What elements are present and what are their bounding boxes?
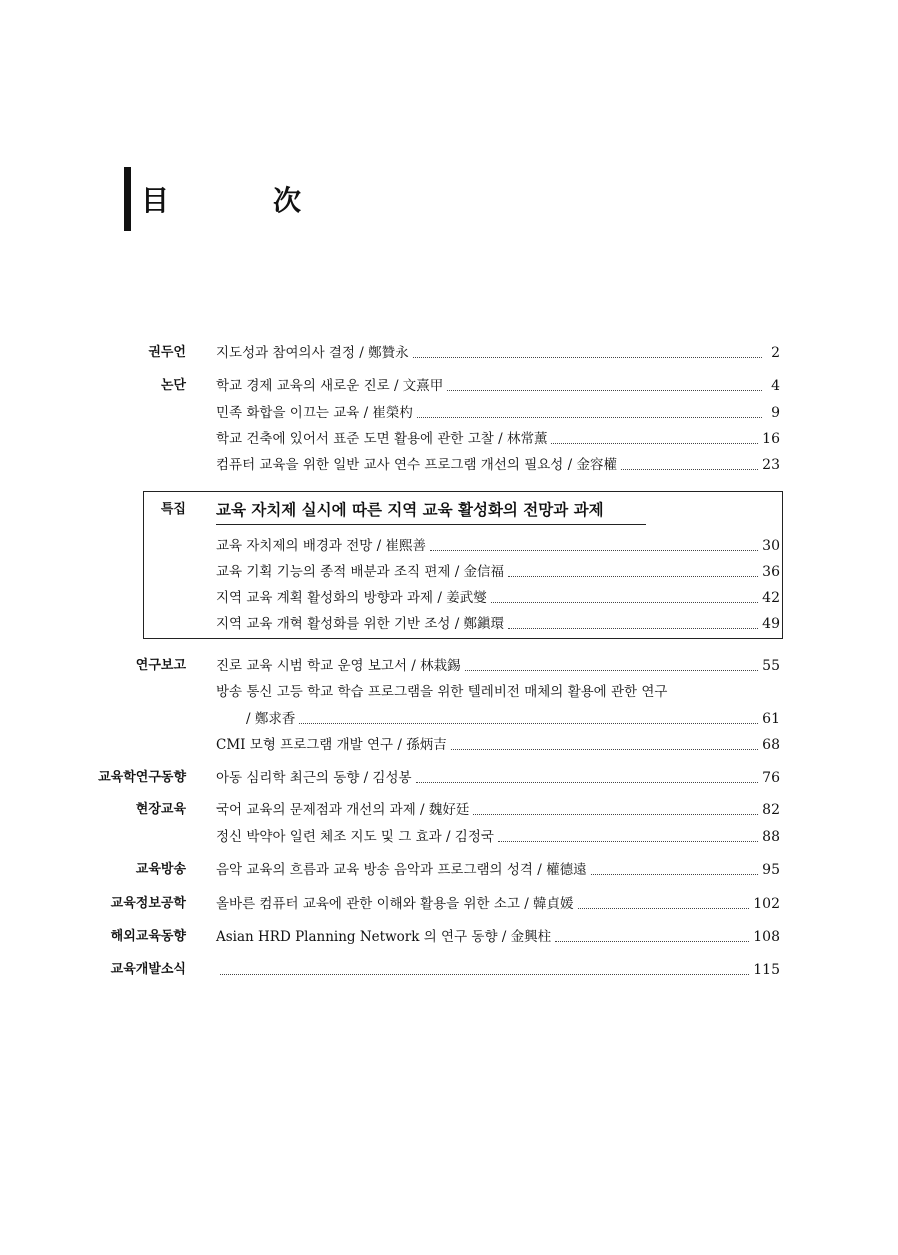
dot-leader: [508, 575, 758, 577]
toc-entry[interactable]: [216, 562, 780, 582]
category-label: 교육정보공학: [110, 896, 186, 911]
toc-entry[interactable]: [216, 860, 780, 880]
entry-page: 36: [762, 564, 780, 580]
toc-entry[interactable]: [216, 800, 780, 820]
entry-page: 9: [771, 405, 780, 421]
entry-page: 82: [762, 802, 780, 818]
category-label: 해외교육동향: [110, 929, 186, 944]
toc-entry[interactable]: [216, 894, 780, 914]
toc-entry[interactable]: [216, 455, 780, 475]
page-title-text: 目 次: [141, 184, 340, 217]
entry-author: / 鄭求香: [246, 711, 296, 727]
toc-entry[interactable]: [216, 656, 780, 676]
category-label: 논단: [160, 378, 186, 393]
entry-page: 115: [753, 962, 780, 978]
entry-title: CMI 모형 프로그램 개발 연구 / 孫炳吉: [216, 737, 447, 753]
category-label: 현장교육: [135, 802, 186, 817]
dot-leader: [413, 356, 762, 358]
category-label: 교육학연구동향: [98, 770, 186, 785]
dot-leader: [498, 840, 758, 842]
dot-leader: [555, 940, 749, 942]
toc-entry[interactable]: [216, 768, 780, 788]
entry-page: 42: [762, 590, 780, 606]
toc-entry[interactable]: [216, 614, 780, 634]
dot-leader: [430, 549, 758, 551]
entry-title: 교육 자치제의 배경과 전망 / 崔熙善: [216, 538, 426, 554]
entry-page: 108: [753, 929, 780, 945]
entry-page: 23: [762, 457, 780, 473]
dot-leader: [299, 722, 758, 724]
toc-entry[interactable]: [246, 709, 780, 729]
entry-page: 55: [762, 658, 780, 674]
entry-title: 진로 교육 시범 학교 운영 보고서 / 林栽錫: [216, 658, 461, 674]
entry-page: 4: [771, 378, 780, 394]
entry-page: 68: [762, 737, 780, 753]
toc-entry[interactable]: [216, 376, 780, 396]
dot-leader: [591, 873, 759, 875]
dot-leader: [621, 468, 758, 470]
toc-entry[interactable]: [216, 960, 780, 980]
category-label: 교육개발소식: [110, 962, 186, 977]
entry-title-line[interactable]: 방송 통신 고등 학교 학습 프로그램을 위한 텔레비전 매체의 활용에 관한 연구: [216, 684, 668, 700]
entry-title: Asian HRD Planning Network 의 연구 동향 / 金興柱: [216, 929, 552, 945]
entry-page: 61: [762, 711, 780, 727]
entry-title: 민족 화합을 이끄는 교육 / 崔榮杓: [216, 405, 413, 421]
special-feature-heading: 교육 자치제 실시에 따른 지역 교육 활성화의 전망과 과제: [216, 499, 646, 525]
dot-leader: [551, 442, 758, 444]
entry-title: 아동 심리학 최근의 동향 / 김성봉: [216, 770, 412, 786]
toc-entry[interactable]: [216, 827, 780, 847]
entry-title: 지역 교육 개혁 활성화를 위한 기반 조성 / 鄭鎭環: [216, 616, 505, 632]
toc-entry[interactable]: [216, 403, 780, 423]
dot-leader: [416, 781, 759, 783]
entry-title: 지도성과 참여의사 결정 / 鄭贊永: [216, 345, 409, 361]
entry-page: 95: [762, 862, 780, 878]
entry-page: 49: [762, 616, 780, 632]
entry-page: 102: [753, 896, 780, 912]
toc-entry[interactable]: [216, 536, 780, 556]
toc-entry[interactable]: [216, 429, 780, 449]
entry-title: 학교 건축에 있어서 표준 도면 활용에 관한 고찰 / 林常薰: [216, 431, 548, 447]
entry-title: 음악 교육의 흐름과 교육 방송 음악과 프로그램의 성격 / 權德遠: [216, 862, 587, 878]
category-label: 연구보고: [135, 658, 186, 673]
category-label: 특집: [160, 502, 186, 517]
category-label: 권두언: [148, 345, 186, 360]
toc-entry[interactable]: [216, 343, 780, 363]
entry-page: 88: [762, 829, 780, 845]
toc-entry[interactable]: [216, 735, 780, 755]
entry-title: 정신 박약아 일련 체조 지도 및 그 효과 / 김정국: [216, 829, 494, 845]
entry-page: 76: [762, 770, 780, 786]
dot-leader: [220, 973, 749, 975]
category-label: 교육방송: [135, 862, 186, 877]
dot-leader: [491, 601, 758, 603]
entry-page: 2: [771, 345, 780, 361]
dot-leader: [451, 748, 758, 750]
entry-title: 컴퓨터 교육을 위한 일반 교사 연수 프로그램 개선의 필요성 / 金容權: [216, 457, 617, 473]
toc-entry[interactable]: [216, 588, 780, 608]
dot-leader: [447, 389, 762, 391]
entry-page: 16: [762, 431, 780, 447]
entry-page: 30: [762, 538, 780, 554]
dot-leader: [508, 627, 758, 629]
entry-title: 교육 기획 기능의 종적 배분과 조직 편제 / 金信福: [216, 564, 505, 580]
entry-title: 학교 경제 교육의 새로운 진로 / 文熹甲: [216, 378, 444, 394]
dot-leader: [578, 907, 750, 909]
dot-leader: [417, 416, 762, 418]
entry-title: 지역 교육 계획 활성화의 방향과 과제 / 姜武燮: [216, 590, 487, 606]
entry-title: 국어 교육의 문제점과 개선의 과제 / 魏好廷: [216, 802, 470, 818]
toc-entry[interactable]: [216, 927, 780, 947]
dot-leader: [473, 813, 758, 815]
entry-title: 올바른 컴퓨터 교육에 관한 이해와 활용을 위한 소고 / 韓貞媛: [216, 896, 574, 912]
dot-leader: [465, 669, 759, 671]
